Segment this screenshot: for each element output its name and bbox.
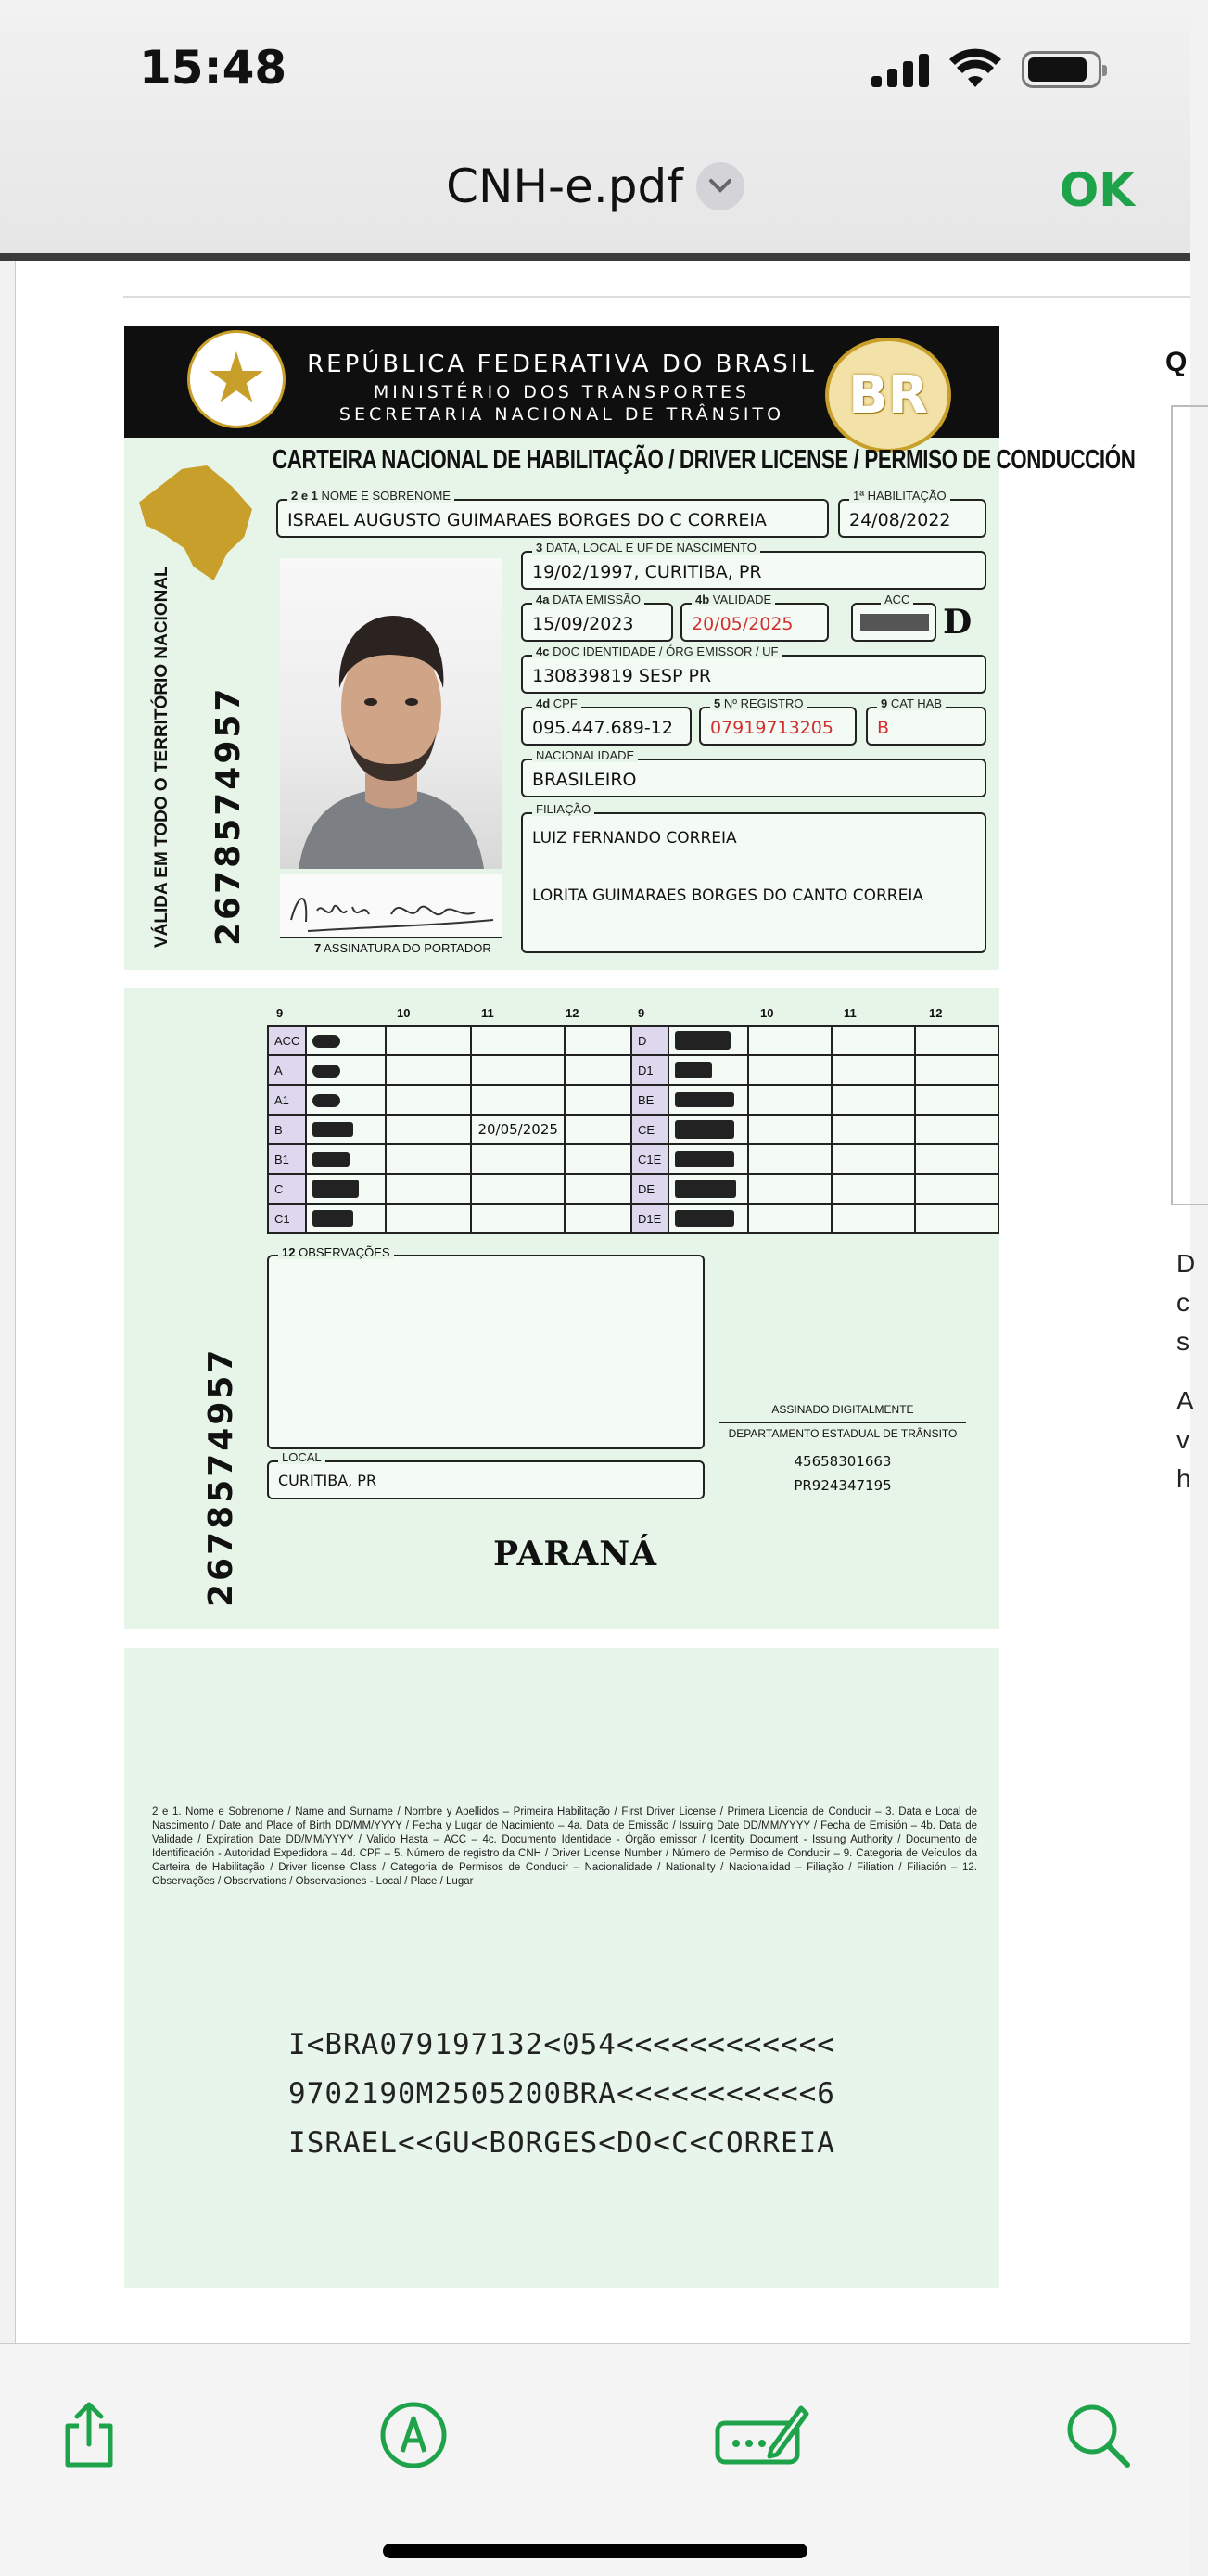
pdf-page[interactable] <box>15 261 1196 2343</box>
signed-digitally-text: ASSINADO DIGITALMENTE <box>771 1403 914 1416</box>
identity-doc-field: 4c DOC IDENTIDADE / ÓRG EMISSOR / UF 130839819 SESP PR <box>521 655 986 694</box>
markup-button[interactable] <box>369 2391 458 2480</box>
holder-photo <box>280 558 502 869</box>
ok-button[interactable]: OK <box>1059 163 1135 217</box>
next-page-heading: Q <box>1165 347 1188 377</box>
mother-name: LORITA GUIMARAES BORGES DO CANTO CORREIA <box>532 886 923 905</box>
cellular-signal-icon <box>871 52 929 87</box>
home-indicator[interactable] <box>383 2544 807 2558</box>
document-title[interactable] <box>0 159 1190 214</box>
col-header: 12 <box>566 1006 579 1020</box>
table-row: D <box>631 1026 998 1055</box>
father-name: LUIZ FERNANDO CORREIA <box>532 829 737 848</box>
mrz-line-3: ISRAEL<<GU<BORGES<DO<C<CORREIA <box>288 2126 835 2160</box>
minibus-icon <box>675 1062 712 1078</box>
truck-icon <box>312 1180 359 1198</box>
category-table-right <box>630 1025 999 1234</box>
next-page-text: A <box>1176 1386 1194 1415</box>
light-truck-icon <box>312 1210 353 1227</box>
minibus-trailer-icon <box>675 1210 734 1227</box>
vertical-card-number: 2678574957 <box>210 685 248 946</box>
col-header: 11 <box>844 1006 857 1020</box>
next-page-text: c <box>1176 1288 1189 1317</box>
category-field: 9 CAT HAB B <box>866 707 986 746</box>
signature-image <box>280 874 502 938</box>
department-text: DEPARTAMENTO ESTADUAL DE TRÂNSITO <box>728 1427 958 1440</box>
state-name: PARANÁ <box>493 1535 658 1574</box>
category-table-left <box>267 1025 651 1234</box>
col-header: 12 <box>929 1006 943 1020</box>
cpf-field: 4d CPF 095.447.689-12 <box>521 707 692 746</box>
motorcycle-icon <box>312 1065 340 1078</box>
status-icons <box>871 50 1101 89</box>
header-republic: REPÚBLICA FEDERATIVA DO BRASIL <box>307 351 817 378</box>
signature-line <box>719 1422 966 1423</box>
moped-icon <box>312 1035 340 1048</box>
battery-icon <box>1022 51 1101 88</box>
table-row: A1 <box>268 1085 650 1115</box>
table-row: D1 <box>631 1055 998 1085</box>
table-row: B1 <box>268 1144 650 1174</box>
name-field: 2 e 1 NOME E SOBRENOME ISRAEL AUGUSTO GUIMARAES BORGES DO C CORREIA <box>276 499 829 538</box>
table-row: C1E <box>631 1144 998 1174</box>
share-button[interactable] <box>45 2391 134 2480</box>
col-header: 10 <box>397 1006 411 1020</box>
signature-area <box>280 874 502 938</box>
nationality-field: NACIONALIDADE BRASILEIRO <box>521 759 986 797</box>
light-truck-trailer-icon <box>675 1151 734 1167</box>
wifi-icon <box>949 50 1001 89</box>
license-card-legend <box>124 1648 999 2288</box>
table-row: BE <box>631 1085 998 1115</box>
next-page-text: s <box>1176 1327 1189 1356</box>
validation-number-1: 45658301663 <box>794 1453 892 1470</box>
car-icon <box>312 1122 353 1137</box>
license-card-front <box>124 326 1136 970</box>
table-row: A <box>268 1055 650 1085</box>
brazil-map-icon <box>139 465 252 580</box>
table-row: D1E <box>631 1204 998 1233</box>
bus-icon <box>675 1031 731 1050</box>
validation-number-2: PR924347195 <box>794 1477 892 1494</box>
document-title-text: CNH-e.pdf <box>446 159 683 213</box>
acc-redacted <box>860 614 929 631</box>
header-ministry: MINISTÉRIO DOS TRANSPORTES <box>373 382 751 402</box>
coat-of-arms-icon <box>187 330 286 428</box>
signature-button[interactable] <box>706 2391 818 2480</box>
validity-vertical-text: VÁLIDA EM TODO O TERRITÓRIO NACIONAL <box>152 566 172 948</box>
card-title: CARTEIRA NACIONAL DE HABILITAÇÃO / DRIVER LICENSE / PERMISO DE CONDUCCIÓN <box>273 445 1136 475</box>
search-button[interactable] <box>1053 2391 1142 2480</box>
header-secretariat: SECRETARIA NACIONAL DE TRÂNSITO <box>338 404 785 425</box>
card-header <box>124 326 999 438</box>
validity-field: 4b VALIDADE 20/05/2025 <box>680 603 829 642</box>
next-page-text: h <box>1176 1464 1191 1493</box>
table-row: CE <box>631 1115 998 1144</box>
license-card-back <box>124 988 999 1629</box>
chevron-down-icon[interactable] <box>696 162 744 210</box>
acc-letter: D <box>943 603 973 642</box>
next-page-text: v <box>1176 1425 1189 1454</box>
mrz-line-1: I<BRA079197132<054<<<<<<<<<<<< <box>288 2028 835 2061</box>
signature-label: 7 ASSINATURA DO PORTADOR <box>314 941 491 955</box>
table-row: C1 <box>268 1204 650 1233</box>
br-badge: BR <box>825 338 951 453</box>
markup-icon <box>378 2400 449 2470</box>
signature-icon <box>714 2403 810 2468</box>
bottom-toolbar <box>0 2343 1190 2576</box>
birth-field: 3 DATA, LOCAL E UF DE NASCIMENTO 19/02/1997, CURITIBA, PR <box>521 551 986 590</box>
top-bar <box>0 0 1190 253</box>
vertical-card-number-back: 2678574957 <box>202 1346 240 1607</box>
col-header: 9 <box>276 1006 284 1020</box>
search-icon <box>1064 2402 1131 2468</box>
parents-field: FILIAÇÃO LUIZ FERNANDO CORREIA LORITA GUIMARAES BORGES DO CANTO CORREIA <box>521 812 986 953</box>
first-license-field: 1ª HABILITAÇÃO 24/08/2022 <box>838 499 986 538</box>
truck-trailer-icon <box>675 1120 734 1139</box>
mrz-line-2: 9702190M2505200BRA<<<<<<<<<<<6 <box>288 2077 835 2111</box>
registration-field: 5 Nº REGISTRO 07919713205 <box>699 707 857 746</box>
status-time: 15:48 <box>139 41 287 95</box>
field-legend-text: 2 e 1. Nome e Sobrenome / Name and Surname / Nombre y Apellidos – Primeira Habilitação / First Driver License / Primera Licencia de Conducir – 3. Data e Local de Nascimento / Date and Place of Birth DD/MM/YYYY / Fecha y Lugar de Nacimiento – 4a. Data de Emissão / Issuing Date DD/MM/YYYY / Fecha de Emisión – 4b. Data de Validade / Expiration Date DD/MM/YYYY / Valido Hasta – ACC – 4c. Documento Identidade - Órgão emissor / Identity Document - Issuing Authority / Documento de Identificación - Autoridad Expedidora – 4d. CPF – 5. Número de registro da CNH / Driver License Number / Número de Permiso de Conducir – 9. Categoria de Veículos da Carteira de Habilitação / Driver license Class / Categoria de Permisos de Conducir – Nacionalidade / Nationality / Nacionalidad – Filiação / Filiation / Filiación – 12. Observações / Observations / Observaciones - Local / Place / Lugar <box>152 1806 977 1887</box>
table-row: DE <box>631 1174 998 1204</box>
next-page-text: D <box>1176 1249 1196 1278</box>
car-trailer-icon <box>675 1092 734 1107</box>
table-row: B 20/05/2025 <box>268 1115 650 1144</box>
col-header: 10 <box>760 1006 774 1020</box>
scooter-icon <box>312 1094 340 1107</box>
van-icon <box>312 1152 350 1167</box>
observations-field: 12 OBSERVAÇÕES <box>267 1255 705 1449</box>
col-header: 9 <box>638 1006 645 1020</box>
table-row: ACC <box>268 1026 650 1055</box>
col-header: 11 <box>481 1006 494 1020</box>
share-icon <box>57 2400 121 2470</box>
local-field: LOCAL CURITIBA, PR <box>267 1460 705 1499</box>
issue-date-field: 4a DATA EMISSÃO 15/09/2023 <box>521 603 673 642</box>
table-row: C <box>268 1174 650 1204</box>
bus-trailer-icon <box>675 1180 736 1198</box>
nav-divider <box>0 253 1190 261</box>
page-rule <box>123 296 1190 298</box>
acc-field: ACC <box>851 603 936 642</box>
next-page-frame <box>1171 405 1208 1205</box>
